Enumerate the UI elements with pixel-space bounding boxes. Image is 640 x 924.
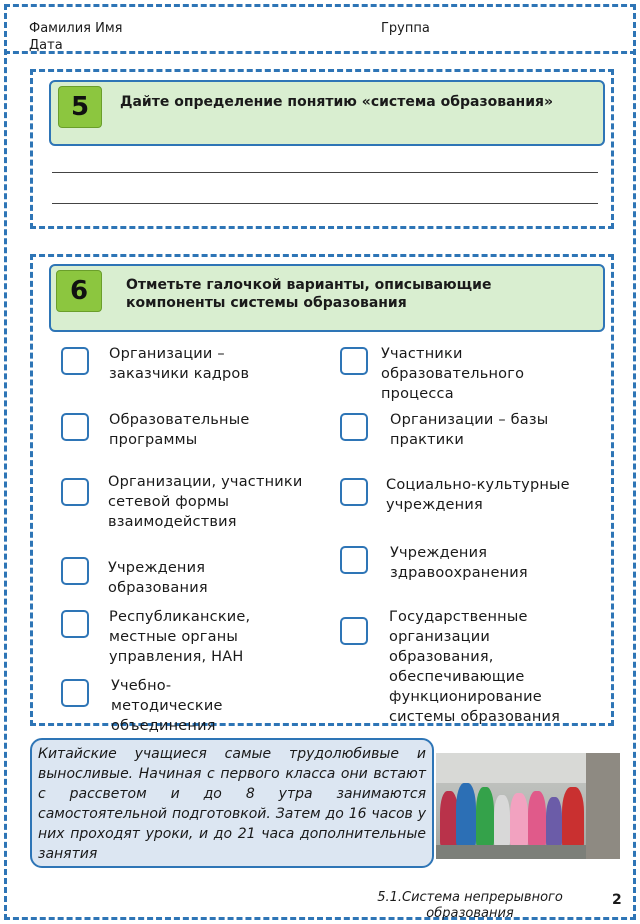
option-left-3: Организации, участники сетевой формы взаимодействия — [108, 474, 303, 530]
checkbox-left-2[interactable] — [61, 413, 89, 441]
option-right-2: Организации – базы практики — [390, 412, 549, 448]
checkbox-left-6[interactable] — [61, 679, 89, 707]
checkbox-right-5[interactable] — [340, 617, 368, 645]
task6-question: Отметьте галочкой варианты, описывающие компоненты системы образования — [126, 277, 492, 311]
checkbox-left-5[interactable] — [61, 610, 89, 638]
checkbox-right-2[interactable] — [340, 413, 368, 441]
checkbox-right-1[interactable] — [340, 347, 368, 375]
footer-caption: 5.1.Система непрерывного образования — [377, 890, 563, 921]
option-left-6: Учебно-методические объединения — [111, 678, 223, 734]
task5-question: Дайте определение понятию «система образования» — [120, 94, 554, 110]
option-right-1: Участники образовательного процесса — [381, 346, 525, 402]
checkbox-left-4[interactable] — [61, 557, 89, 585]
group-label: Группа — [381, 21, 430, 36]
date-label: Дата — [29, 38, 63, 53]
option-left-5: Республиканские, местные органы управления, НАН — [109, 609, 251, 665]
name-label: Фамилия Имя — [29, 21, 123, 36]
page-number: 2 — [612, 892, 622, 908]
checkbox-left-1[interactable] — [61, 347, 89, 375]
option-left-2: Образовательные программы — [109, 412, 250, 448]
answer-line-1[interactable] — [52, 172, 598, 173]
checkbox-right-4[interactable] — [340, 546, 368, 574]
header-separator — [4, 51, 636, 54]
option-right-3: Социально-культурные учреждения — [386, 477, 570, 513]
option-left-1: Организации – заказчики кадров — [109, 346, 250, 382]
option-left-4: Учреждения образования — [108, 560, 208, 596]
answer-line-2[interactable] — [52, 203, 598, 204]
children-photo — [436, 753, 620, 859]
task6-number-badge: 6 — [56, 270, 102, 312]
task5-question-box — [49, 80, 605, 146]
task5-number-badge: 5 — [58, 86, 102, 128]
fact-note: Китайские учащиеся самые трудолюбивые и выносливые. Начиная с первого класса они встают с рассветом и до 8 утра занимаются самостоятельной подготовкой. Затем до 16 часов у них проходят уроки, и до 21 часа дополнительные занятия — [30, 738, 434, 868]
option-right-5: Государственные организации образования, обеспечивающие функционирование системы образования — [389, 609, 561, 725]
checkbox-left-3[interactable] — [61, 478, 89, 506]
option-right-4: Учреждения здравоохранения — [390, 545, 528, 581]
checkbox-right-3[interactable] — [340, 478, 368, 506]
